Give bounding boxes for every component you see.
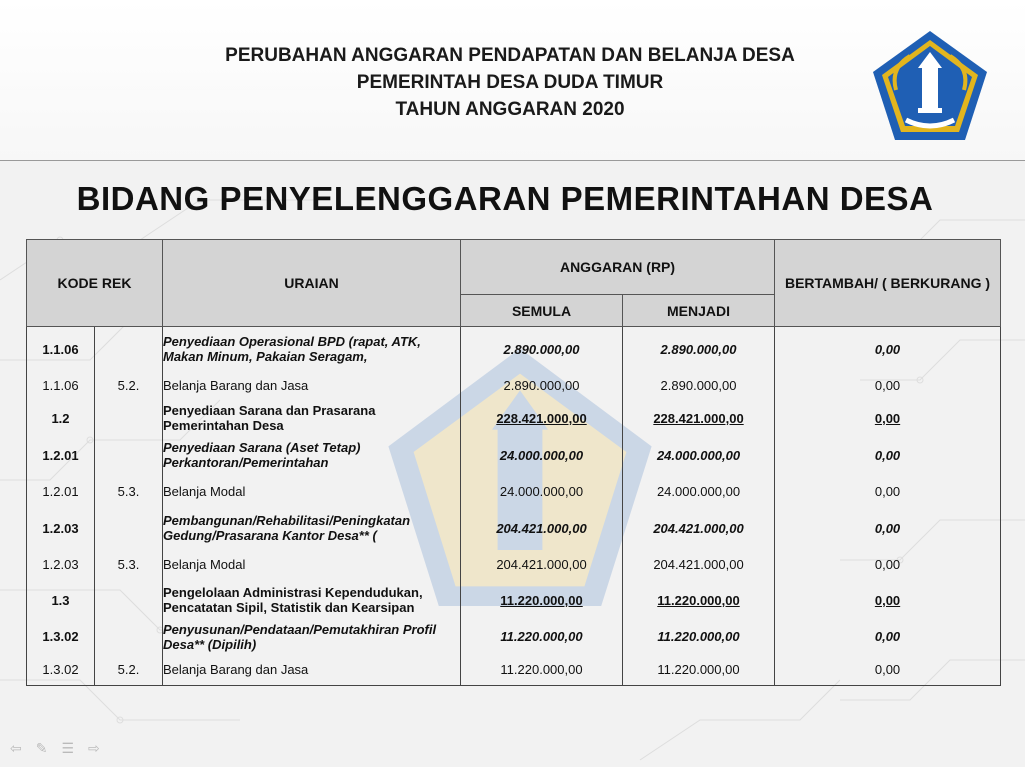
title-line-2: PEMERINTAH DESA DUDA TIMUR <box>356 72 664 93</box>
arrow-right-icon[interactable]: ⇨ <box>88 740 100 756</box>
cell-kode: 1.2 <box>27 400 95 437</box>
table-row <box>27 547 1001 582</box>
cell-selisih: 0,00 <box>775 327 1001 372</box>
cell-menjadi: 11.220.000,00 <box>623 582 775 619</box>
header-uraian: URAIAN <box>163 240 461 327</box>
cell-akun: 5.2. <box>95 655 163 686</box>
cell-kode: 1.1.06 <box>27 327 95 372</box>
cell-akun <box>95 582 163 619</box>
cell-menjadi: 2.890.000,00 <box>623 327 775 372</box>
cell-uraian: Belanja Barang dan Jasa <box>163 655 461 686</box>
cell-selisih: 0,00 <box>775 619 1001 655</box>
cell-kode: 1.2.01 <box>27 437 95 474</box>
cell-semula: 24.000.000,00 <box>461 474 623 510</box>
cell-semula: 11.220.000,00 <box>461 619 623 655</box>
table-row <box>27 510 1001 547</box>
cell-uraian: Penyediaan Sarana (Aset Tetap) Perkantoran/Pemerintahan <box>163 437 461 474</box>
cell-menjadi: 228.421.000,00 <box>623 400 775 437</box>
budget-table-container <box>26 239 1000 686</box>
budget-table <box>26 239 1001 686</box>
cell-menjadi: 11.220.000,00 <box>623 619 775 655</box>
pen-icon[interactable]: ✎ <box>35 740 48 756</box>
cell-menjadi: 24.000.000,00 <box>623 437 775 474</box>
cell-akun <box>95 619 163 655</box>
cell-uraian: Penyusunan/Pendataan/Pemutakhiran Profil Desa** (Dipilih) <box>163 619 461 655</box>
cell-akun <box>95 437 163 474</box>
table-row <box>27 582 1001 619</box>
cell-akun: 5.3. <box>95 474 163 510</box>
budget-table-body <box>27 327 1001 686</box>
header-semula: SEMULA <box>461 295 623 327</box>
cell-kode: 1.3 <box>27 582 95 619</box>
slide-navigation <box>10 740 100 754</box>
table-row <box>27 437 1001 474</box>
arrow-left-icon[interactable]: ⇦ <box>10 740 22 756</box>
table-row <box>27 655 1001 686</box>
table-row <box>27 619 1001 655</box>
cell-semula: 228.421.000,00 <box>461 400 623 437</box>
title-line-3: TAHUN ANGGARAN 2020 <box>395 99 625 120</box>
cell-semula: 204.421.000,00 <box>461 510 623 547</box>
cell-selisih: 0,00 <box>775 372 1001 400</box>
cell-selisih: 0,00 <box>775 400 1001 437</box>
cell-uraian: Pembangunan/Rehabilitasi/Peningkatan Gedung/Prasarana Kantor Desa** ( <box>163 510 461 547</box>
cell-uraian: Belanja Modal <box>163 474 461 510</box>
cell-uraian: Belanja Modal <box>163 547 461 582</box>
document-title <box>150 42 870 123</box>
header-bertambah: BERTAMBAH/ ( BERKURANG ) <box>775 240 1001 327</box>
cell-selisih: 0,00 <box>775 547 1001 582</box>
cell-kode: 1.3.02 <box>27 655 95 686</box>
cell-menjadi: 11.220.000,00 <box>623 655 775 686</box>
cell-selisih: 0,00 <box>775 474 1001 510</box>
cell-semula: 11.220.000,00 <box>461 582 623 619</box>
cell-akun: 5.3. <box>95 547 163 582</box>
header-band <box>0 0 1025 161</box>
cell-semula: 11.220.000,00 <box>461 655 623 686</box>
cell-menjadi: 24.000.000,00 <box>623 474 775 510</box>
table-row <box>27 400 1001 437</box>
cell-semula: 24.000.000,00 <box>461 437 623 474</box>
header-menjadi: MENJADI <box>623 295 775 327</box>
cell-uraian: Penyediaan Sarana dan Prasarana Pemerintahan Desa <box>163 400 461 437</box>
cell-akun <box>95 510 163 547</box>
cell-semula: 2.890.000,00 <box>461 372 623 400</box>
cell-selisih: 0,00 <box>775 510 1001 547</box>
cell-menjadi: 204.421.000,00 <box>623 547 775 582</box>
cell-kode: 1.2.03 <box>27 547 95 582</box>
menu-icon[interactable]: ☰ <box>61 740 75 756</box>
cell-menjadi: 2.890.000,00 <box>623 372 775 400</box>
table-row <box>27 372 1001 400</box>
header-kode-rek: KODE REK <box>27 240 163 327</box>
table-row <box>27 327 1001 372</box>
cell-selisih: 0,00 <box>775 655 1001 686</box>
cell-kode: 1.2.01 <box>27 474 95 510</box>
table-row <box>27 474 1001 510</box>
cell-menjadi: 204.421.000,00 <box>623 510 775 547</box>
cell-kode: 1.3.02 <box>27 619 95 655</box>
cell-uraian: Belanja Barang dan Jasa <box>163 372 461 400</box>
cell-uraian: Pengelolaan Administrasi Kependudukan, Pencatatan Sipil, Statistik dan Kearsipan <box>163 582 461 619</box>
regency-logo <box>870 28 990 143</box>
cell-kode: 1.2.03 <box>27 510 95 547</box>
cell-semula: 2.890.000,00 <box>461 327 623 372</box>
cell-selisih: 0,00 <box>775 437 1001 474</box>
cell-akun <box>95 400 163 437</box>
title-line-1: PERUBAHAN ANGGARAN PENDAPATAN DAN BELANJA DESA <box>225 45 795 66</box>
cell-kode: 1.1.06 <box>27 372 95 400</box>
section-title: BIDANG PENYELENGGARAN PEMERINTAHAN DESA <box>76 180 934 217</box>
cell-akun: 5.2. <box>95 372 163 400</box>
cell-uraian: Penyediaan Operasional BPD (rapat, ATK, Makan Minum, Pakaian Seragam, <box>163 327 461 372</box>
cell-semula: 204.421.000,00 <box>461 547 623 582</box>
cell-akun <box>95 327 163 372</box>
cell-selisih: 0,00 <box>775 582 1001 619</box>
header-anggaran: ANGGARAN (RP) <box>461 240 775 295</box>
